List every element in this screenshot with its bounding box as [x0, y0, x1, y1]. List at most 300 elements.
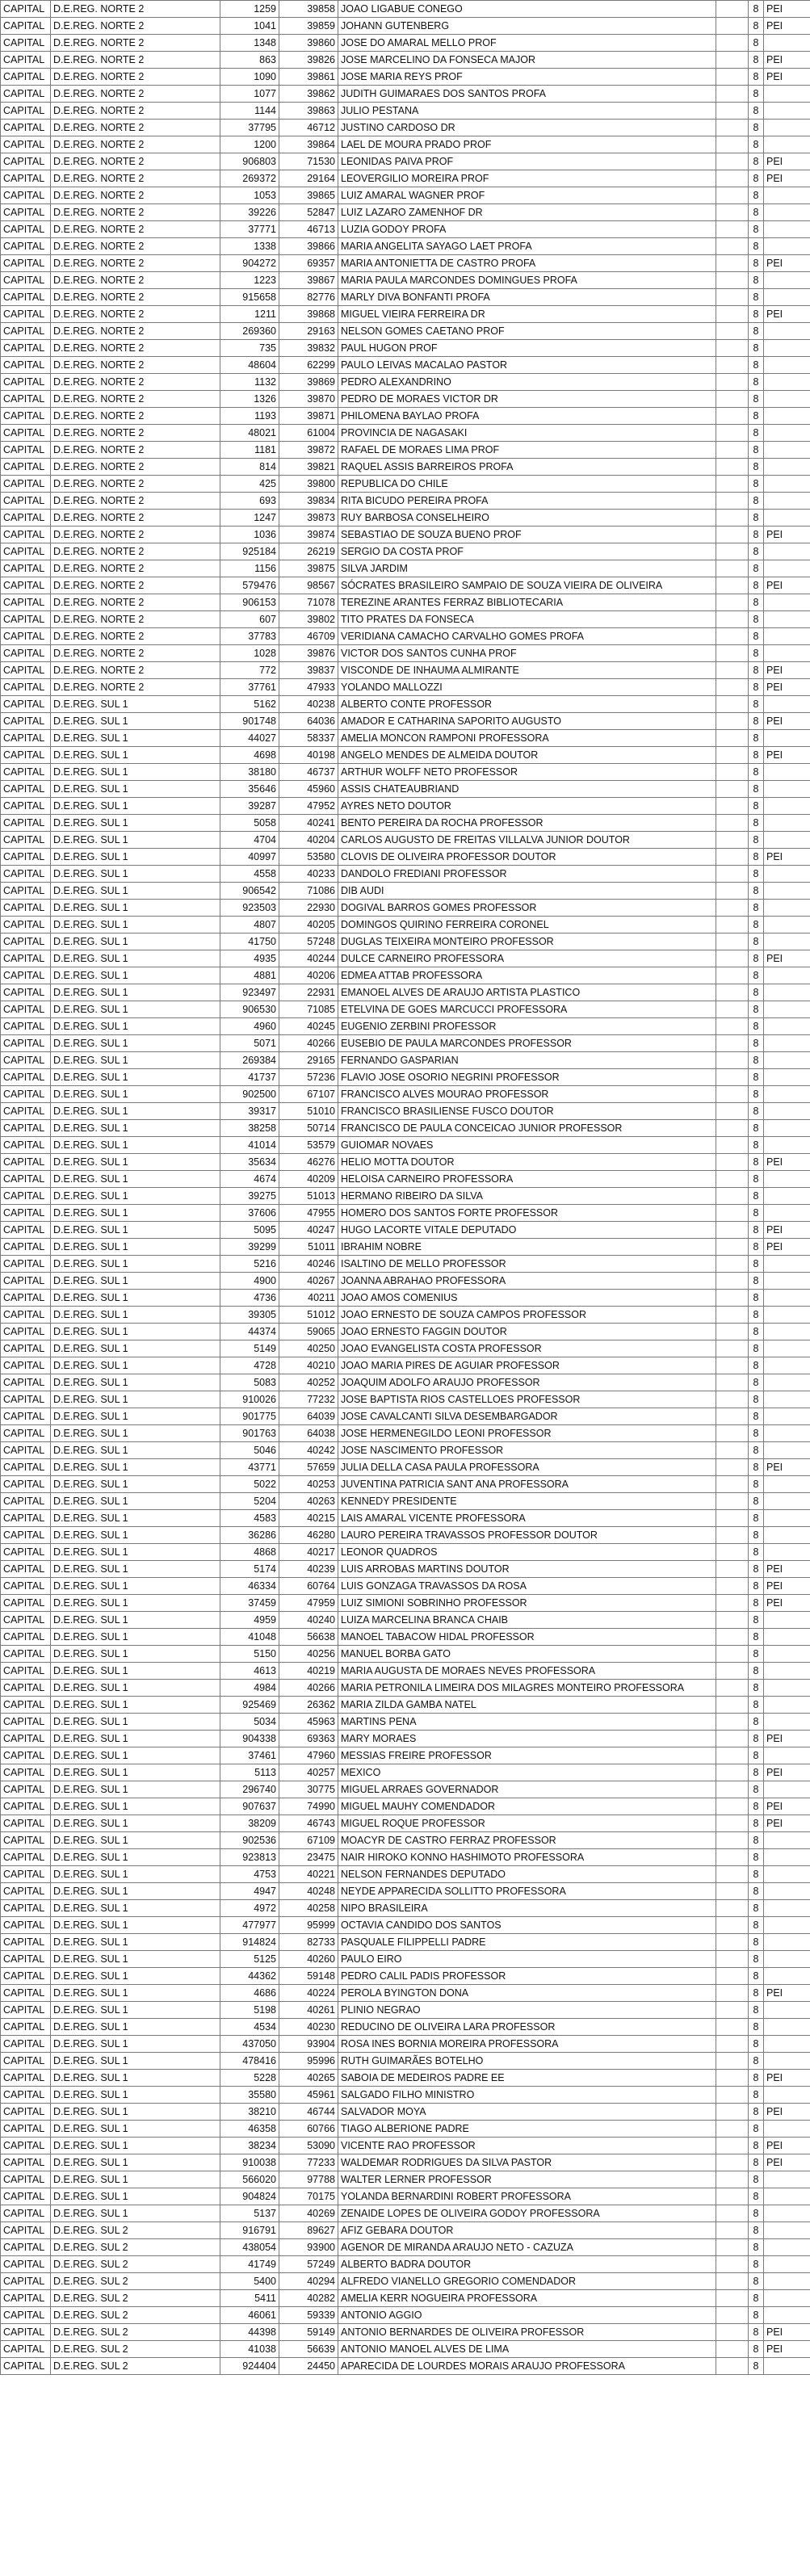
- modalidade-cell: 8: [749, 933, 764, 950]
- cie-cell: 43771: [220, 1459, 279, 1476]
- diretoria-cell: D.E.REG. NORTE 2: [51, 255, 220, 272]
- cie-cell: 906803: [220, 153, 279, 170]
- programa-cell: PEI: [764, 2070, 810, 2087]
- municipio-cell: CAPITAL: [1, 933, 51, 950]
- modalidade-cell: 8: [749, 543, 764, 560]
- cie-cell: 923497: [220, 984, 279, 1001]
- programa-cell: [764, 1527, 810, 1544]
- table-row: [1, 1747, 810, 1764]
- modalidade-cell: 8: [749, 1, 764, 18]
- escola-nome-cell: MEXICO: [338, 1764, 716, 1781]
- spacer-cell: [716, 1154, 749, 1171]
- modalidade-cell: 8: [749, 2087, 764, 2104]
- programa-cell: [764, 2307, 810, 2324]
- modalidade-cell: 8: [749, 1035, 764, 1052]
- modalidade-cell: 8: [749, 1205, 764, 1222]
- modalidade-cell: 8: [749, 1086, 764, 1103]
- municipio-cell: CAPITAL: [1, 1103, 51, 1120]
- modalidade-cell: 8: [749, 1527, 764, 1544]
- spacer-cell: [716, 696, 749, 713]
- table-row: [1, 730, 810, 747]
- spacer-cell: [716, 713, 749, 730]
- municipio-cell: CAPITAL: [1, 306, 51, 323]
- codigo-cell: 39861: [279, 69, 338, 86]
- cie-cell: 41038: [220, 2341, 279, 2358]
- programa-cell: [764, 1103, 810, 1120]
- programa-cell: PEI: [764, 1815, 810, 1832]
- modalidade-cell: 8: [749, 2256, 764, 2273]
- spacer-cell: [716, 2002, 749, 2019]
- municipio-cell: CAPITAL: [1, 2239, 51, 2256]
- programa-cell: [764, 1035, 810, 1052]
- spacer-cell: [716, 306, 749, 323]
- modalidade-cell: 8: [749, 1985, 764, 2002]
- modalidade-cell: 8: [749, 713, 764, 730]
- programa-cell: [764, 2087, 810, 2104]
- escola-nome-cell: PAULO LEIVAS MACALAO PASTOR: [338, 357, 716, 374]
- modalidade-cell: 8: [749, 204, 764, 221]
- cie-cell: 902500: [220, 1086, 279, 1103]
- cie-cell: 1259: [220, 1, 279, 18]
- modalidade-cell: 8: [749, 1578, 764, 1595]
- modalidade-cell: 8: [749, 2358, 764, 2375]
- municipio-cell: CAPITAL: [1, 594, 51, 611]
- cie-cell: 5149: [220, 1340, 279, 1357]
- diretoria-cell: D.E.REG. SUL 1: [51, 1001, 220, 1018]
- diretoria-cell: D.E.REG. SUL 1: [51, 1798, 220, 1815]
- municipio-cell: CAPITAL: [1, 1951, 51, 1968]
- spacer-cell: [716, 1188, 749, 1205]
- table-row: [1, 18, 810, 35]
- table-row: [1, 933, 810, 950]
- escola-nome-cell: FERNANDO GASPARIAN: [338, 1052, 716, 1069]
- escola-nome-cell: ALBERTO BADRA DOUTOR: [338, 2256, 716, 2273]
- table-row: [1, 832, 810, 849]
- cie-cell: 4674: [220, 1171, 279, 1188]
- codigo-cell: 40238: [279, 696, 338, 713]
- cie-cell: 1144: [220, 103, 279, 120]
- municipio-cell: CAPITAL: [1, 560, 51, 577]
- programa-cell: [764, 560, 810, 577]
- modalidade-cell: 8: [749, 1714, 764, 1731]
- spacer-cell: [716, 883, 749, 900]
- programa-cell: [764, 459, 810, 476]
- spacer-cell: [716, 543, 749, 560]
- table-row: [1, 2307, 810, 2324]
- municipio-cell: CAPITAL: [1, 1307, 51, 1324]
- diretoria-cell: D.E.REG. NORTE 2: [51, 35, 220, 52]
- escola-nome-cell: PEROLA BYINGTON DONA: [338, 1985, 716, 2002]
- table-row: [1, 1391, 810, 1408]
- modalidade-cell: 8: [749, 1442, 764, 1459]
- escola-nome-cell: SEBASTIAO DE SOUZA BUENO PROF: [338, 527, 716, 543]
- diretoria-cell: D.E.REG. NORTE 2: [51, 69, 220, 86]
- diretoria-cell: D.E.REG. SUL 1: [51, 849, 220, 866]
- diretoria-cell: D.E.REG. SUL 1: [51, 883, 220, 900]
- programa-cell: PEI: [764, 2324, 810, 2341]
- table-row: [1, 1510, 810, 1527]
- escola-nome-cell: JUDITH GUIMARAES DOS SANTOS PROFA: [338, 86, 716, 103]
- programa-cell: PEI: [764, 1578, 810, 1595]
- municipio-cell: CAPITAL: [1, 2087, 51, 2104]
- cie-cell: 5113: [220, 1764, 279, 1781]
- spacer-cell: [716, 52, 749, 69]
- cie-cell: 4558: [220, 866, 279, 883]
- spacer-cell: [716, 662, 749, 679]
- modalidade-cell: 8: [749, 1137, 764, 1154]
- municipio-cell: CAPITAL: [1, 1747, 51, 1764]
- escola-nome-cell: FRANCISCO BRASILIENSE FUSCO DOUTOR: [338, 1103, 716, 1120]
- escola-nome-cell: PHILOMENA BAYLAO PROFA: [338, 408, 716, 425]
- codigo-cell: 64036: [279, 713, 338, 730]
- codigo-cell: 39870: [279, 391, 338, 408]
- escola-nome-cell: MARIA PAULA MARCONDES DOMINGUES PROFA: [338, 272, 716, 289]
- codigo-cell: 39800: [279, 476, 338, 493]
- escola-nome-cell: DOGIVAL BARROS GOMES PROFESSOR: [338, 900, 716, 917]
- escola-nome-cell: FRANCISCO ALVES MOURAO PROFESSOR: [338, 1086, 716, 1103]
- programa-cell: [764, 408, 810, 425]
- cie-cell: 693: [220, 493, 279, 510]
- escola-nome-cell: RAQUEL ASSIS BARREIROS PROFA: [338, 459, 716, 476]
- escola-nome-cell: LAEL DE MOURA PRADO PROF: [338, 136, 716, 153]
- cie-cell: 425: [220, 476, 279, 493]
- escola-nome-cell: PEDRO DE MORAES VICTOR DR: [338, 391, 716, 408]
- diretoria-cell: D.E.REG. SUL 1: [51, 1256, 220, 1273]
- table-row: [1, 1307, 810, 1324]
- programa-cell: [764, 832, 810, 849]
- diretoria-cell: D.E.REG. NORTE 2: [51, 306, 220, 323]
- modalidade-cell: 8: [749, 1103, 764, 1120]
- modalidade-cell: 8: [749, 2138, 764, 2154]
- modalidade-cell: 8: [749, 238, 764, 255]
- diretoria-cell: D.E.REG. SUL 1: [51, 764, 220, 781]
- diretoria-cell: D.E.REG. SUL 1: [51, 1307, 220, 1324]
- diretoria-cell: D.E.REG. SUL 1: [51, 1459, 220, 1476]
- spacer-cell: [716, 136, 749, 153]
- programa-cell: [764, 391, 810, 408]
- table-row: [1, 136, 810, 153]
- spacer-cell: [716, 1578, 749, 1595]
- diretoria-cell: D.E.REG. SUL 1: [51, 713, 220, 730]
- diretoria-cell: D.E.REG. SUL 2: [51, 2222, 220, 2239]
- codigo-cell: 39866: [279, 238, 338, 255]
- modalidade-cell: 8: [749, 866, 764, 883]
- diretoria-cell: D.E.REG. SUL 1: [51, 967, 220, 984]
- programa-cell: [764, 1680, 810, 1697]
- cie-cell: 37783: [220, 628, 279, 645]
- diretoria-cell: D.E.REG. SUL 1: [51, 1357, 220, 1374]
- table-row: [1, 1798, 810, 1815]
- municipio-cell: CAPITAL: [1, 917, 51, 933]
- spacer-cell: [716, 221, 749, 238]
- programa-cell: [764, 323, 810, 340]
- codigo-cell: 22930: [279, 900, 338, 917]
- cie-cell: 5400: [220, 2273, 279, 2290]
- modalidade-cell: 8: [749, 1866, 764, 1883]
- table-row: [1, 1629, 810, 1646]
- escola-nome-cell: EMANOEL ALVES DE ARAUJO ARTISTA PLASTICO: [338, 984, 716, 1001]
- municipio-cell: CAPITAL: [1, 1239, 51, 1256]
- programa-cell: [764, 136, 810, 153]
- programa-cell: [764, 1120, 810, 1137]
- cie-cell: 38234: [220, 2138, 279, 2154]
- table-row: [1, 917, 810, 933]
- spacer-cell: [716, 1510, 749, 1527]
- diretoria-cell: D.E.REG. SUL 2: [51, 2273, 220, 2290]
- escola-nome-cell: LUIZ LAZARO ZAMENHOF DR: [338, 204, 716, 221]
- codigo-cell: 59339: [279, 2307, 338, 2324]
- escola-nome-cell: PEDRO CALIL PADIS PROFESSOR: [338, 1968, 716, 1985]
- table-row: [1, 289, 810, 306]
- spacer-cell: [716, 1849, 749, 1866]
- escola-nome-cell: LAURO PEREIRA TRAVASSOS PROFESSOR DOUTOR: [338, 1527, 716, 1544]
- table-row: [1, 493, 810, 510]
- diretoria-cell: D.E.REG. NORTE 2: [51, 238, 220, 255]
- spacer-cell: [716, 1239, 749, 1256]
- codigo-cell: 40260: [279, 1951, 338, 1968]
- cie-cell: 41014: [220, 1137, 279, 1154]
- escola-nome-cell: MARIA ANGELITA SAYAGO LAET PROFA: [338, 238, 716, 255]
- cie-cell: 1077: [220, 86, 279, 103]
- modalidade-cell: 8: [749, 408, 764, 425]
- table-row: [1, 1, 810, 18]
- programa-cell: [764, 2222, 810, 2239]
- escola-nome-cell: WALDEMAR RODRIGUES DA SILVA PASTOR: [338, 2154, 716, 2171]
- escola-nome-cell: TITO PRATES DA FONSECA: [338, 611, 716, 628]
- escola-nome-cell: MARIA PETRONILA LIMEIRA DOS MILAGRES MONTEIRO PROFESSORA: [338, 1680, 716, 1697]
- modalidade-cell: 8: [749, 2104, 764, 2121]
- escola-nome-cell: SERGIO DA COSTA PROF: [338, 543, 716, 560]
- municipio-cell: CAPITAL: [1, 1697, 51, 1714]
- programa-cell: PEI: [764, 662, 810, 679]
- escola-nome-cell: ANTONIO BERNARDES DE OLIVEIRA PROFESSOR: [338, 2324, 716, 2341]
- escola-nome-cell: AMELIA KERR NOGUEIRA PROFESSORA: [338, 2290, 716, 2307]
- programa-cell: [764, 764, 810, 781]
- codigo-cell: 40219: [279, 1663, 338, 1680]
- cie-cell: 37795: [220, 120, 279, 136]
- cie-cell: 38258: [220, 1120, 279, 1137]
- codigo-cell: 59148: [279, 1968, 338, 1985]
- table-row: [1, 2070, 810, 2087]
- spacer-cell: [716, 1374, 749, 1391]
- diretoria-cell: D.E.REG. SUL 1: [51, 917, 220, 933]
- cie-cell: 906153: [220, 594, 279, 611]
- codigo-cell: 40261: [279, 2002, 338, 2019]
- modalidade-cell: 8: [749, 1459, 764, 1476]
- spacer-cell: [716, 323, 749, 340]
- table-row: [1, 1612, 810, 1629]
- municipio-cell: CAPITAL: [1, 577, 51, 594]
- diretoria-cell: D.E.REG. SUL 2: [51, 2239, 220, 2256]
- table-row: [1, 527, 810, 543]
- codigo-cell: 39873: [279, 510, 338, 527]
- municipio-cell: CAPITAL: [1, 798, 51, 815]
- municipio-cell: CAPITAL: [1, 747, 51, 764]
- programa-cell: PEI: [764, 52, 810, 69]
- municipio-cell: CAPITAL: [1, 1391, 51, 1408]
- diretoria-cell: D.E.REG. NORTE 2: [51, 86, 220, 103]
- spacer-cell: [716, 1544, 749, 1561]
- spacer-cell: [716, 866, 749, 883]
- cie-cell: 1200: [220, 136, 279, 153]
- cie-cell: 5095: [220, 1222, 279, 1239]
- programa-cell: [764, 1629, 810, 1646]
- diretoria-cell: D.E.REG. SUL 1: [51, 1883, 220, 1900]
- table-row: [1, 2154, 810, 2171]
- cie-cell: 925184: [220, 543, 279, 560]
- municipio-cell: CAPITAL: [1, 713, 51, 730]
- spacer-cell: [716, 1764, 749, 1781]
- table-row: [1, 1001, 810, 1018]
- escola-nome-cell: MOACYR DE CASTRO FERRAZ PROFESSOR: [338, 1832, 716, 1849]
- municipio-cell: CAPITAL: [1, 120, 51, 136]
- modalidade-cell: 8: [749, 2239, 764, 2256]
- municipio-cell: CAPITAL: [1, 900, 51, 917]
- table-row: [1, 849, 810, 866]
- table-row: [1, 1324, 810, 1340]
- diretoria-cell: D.E.REG. SUL 1: [51, 2205, 220, 2222]
- spacer-cell: [716, 289, 749, 306]
- codigo-cell: 77232: [279, 1391, 338, 1408]
- cie-cell: 437050: [220, 2036, 279, 2053]
- escola-nome-cell: CARLOS AUGUSTO DE FREITAS VILLALVA JUNIOR DOUTOR: [338, 832, 716, 849]
- escola-nome-cell: MIGUEL ROQUE PROFESSOR: [338, 1815, 716, 1832]
- programa-cell: [764, 2290, 810, 2307]
- municipio-cell: CAPITAL: [1, 815, 51, 832]
- municipio-cell: CAPITAL: [1, 1018, 51, 1035]
- cie-cell: 1326: [220, 391, 279, 408]
- programa-cell: [764, 1866, 810, 1883]
- codigo-cell: 39863: [279, 103, 338, 120]
- diretoria-cell: D.E.REG. NORTE 2: [51, 52, 220, 69]
- codigo-cell: 39868: [279, 306, 338, 323]
- cie-cell: 566020: [220, 2171, 279, 2188]
- municipio-cell: CAPITAL: [1, 1086, 51, 1103]
- programa-cell: [764, 866, 810, 883]
- municipio-cell: CAPITAL: [1, 628, 51, 645]
- programa-cell: [764, 933, 810, 950]
- cie-cell: 37761: [220, 679, 279, 696]
- table-row: [1, 1137, 810, 1154]
- codigo-cell: 67109: [279, 1832, 338, 1849]
- diretoria-cell: D.E.REG. SUL 1: [51, 1324, 220, 1340]
- programa-cell: PEI: [764, 255, 810, 272]
- modalidade-cell: 8: [749, 1273, 764, 1290]
- codigo-cell: 57236: [279, 1069, 338, 1086]
- cie-cell: 4534: [220, 2019, 279, 2036]
- codigo-cell: 39821: [279, 459, 338, 476]
- cie-cell: 904338: [220, 1731, 279, 1747]
- escola-nome-cell: AFIZ GEBARA DOUTOR: [338, 2222, 716, 2239]
- cie-cell: 4960: [220, 1018, 279, 1035]
- modalidade-cell: 8: [749, 1391, 764, 1408]
- spacer-cell: [716, 1408, 749, 1425]
- spacer-cell: [716, 1086, 749, 1103]
- cie-cell: 907637: [220, 1798, 279, 1815]
- modalidade-cell: 8: [749, 2002, 764, 2019]
- municipio-cell: CAPITAL: [1, 2104, 51, 2121]
- municipio-cell: CAPITAL: [1, 1374, 51, 1391]
- codigo-cell: 39826: [279, 52, 338, 69]
- programa-cell: [764, 628, 810, 645]
- table-row: [1, 221, 810, 238]
- cie-cell: 902536: [220, 1832, 279, 1849]
- spacer-cell: [716, 1459, 749, 1476]
- table-row: [1, 764, 810, 781]
- diretoria-cell: D.E.REG. NORTE 2: [51, 153, 220, 170]
- cie-cell: 478416: [220, 2053, 279, 2070]
- escola-nome-cell: RUTH GUIMARÃES BOTELHO: [338, 2053, 716, 2070]
- programa-cell: [764, 1849, 810, 1866]
- spacer-cell: [716, 18, 749, 35]
- cie-cell: 37606: [220, 1205, 279, 1222]
- diretoria-cell: D.E.REG. NORTE 2: [51, 645, 220, 662]
- spacer-cell: [716, 374, 749, 391]
- table-row: [1, 1340, 810, 1357]
- spacer-cell: [716, 2154, 749, 2171]
- diretoria-cell: D.E.REG. SUL 1: [51, 747, 220, 764]
- escola-nome-cell: JULIO PESTANA: [338, 103, 716, 120]
- municipio-cell: CAPITAL: [1, 1171, 51, 1188]
- diretoria-cell: D.E.REG. SUL 1: [51, 866, 220, 883]
- diretoria-cell: D.E.REG. SUL 1: [51, 696, 220, 713]
- spacer-cell: [716, 2205, 749, 2222]
- diretoria-cell: D.E.REG. SUL 1: [51, 1425, 220, 1442]
- escola-nome-cell: VICENTE RAO PROFESSOR: [338, 2138, 716, 2154]
- spacer-cell: [716, 238, 749, 255]
- cie-cell: 5228: [220, 2070, 279, 2087]
- programa-cell: PEI: [764, 577, 810, 594]
- codigo-cell: 40282: [279, 2290, 338, 2307]
- programa-cell: [764, 2002, 810, 2019]
- spacer-cell: [716, 1222, 749, 1239]
- table-row: [1, 1442, 810, 1459]
- spacer-cell: [716, 35, 749, 52]
- table-row: [1, 967, 810, 984]
- table-row: [1, 323, 810, 340]
- spacer-cell: [716, 577, 749, 594]
- table-row: [1, 1731, 810, 1747]
- cie-cell: 904824: [220, 2188, 279, 2205]
- cie-cell: 906542: [220, 883, 279, 900]
- escola-nome-cell: ALBERTO CONTE PROFESSOR: [338, 696, 716, 713]
- spacer-cell: [716, 984, 749, 1001]
- municipio-cell: CAPITAL: [1, 391, 51, 408]
- codigo-cell: 50714: [279, 1120, 338, 1137]
- programa-cell: [764, 272, 810, 289]
- modalidade-cell: 8: [749, 2036, 764, 2053]
- modalidade-cell: 8: [749, 645, 764, 662]
- programa-cell: [764, 1781, 810, 1798]
- programa-cell: [764, 204, 810, 221]
- spacer-cell: [716, 2104, 749, 2121]
- cie-cell: 1193: [220, 408, 279, 425]
- codigo-cell: 40245: [279, 1018, 338, 1035]
- escola-nome-cell: MARIA ANTONIETTA DE CASTRO PROFA: [338, 255, 716, 272]
- diretoria-cell: D.E.REG. SUL 1: [51, 1815, 220, 1832]
- municipio-cell: CAPITAL: [1, 866, 51, 883]
- diretoria-cell: D.E.REG. NORTE 2: [51, 577, 220, 594]
- escola-nome-cell: LEOVERGILIO MOREIRA PROF: [338, 170, 716, 187]
- programa-cell: [764, 2205, 810, 2222]
- municipio-cell: CAPITAL: [1, 1731, 51, 1747]
- escola-nome-cell: JOAO ERNESTO FAGGIN DOUTOR: [338, 1324, 716, 1340]
- spacer-cell: [716, 1663, 749, 1680]
- table-row: [1, 238, 810, 255]
- programa-cell: [764, 2256, 810, 2273]
- spacer-cell: [716, 950, 749, 967]
- cie-cell: 46358: [220, 2121, 279, 2138]
